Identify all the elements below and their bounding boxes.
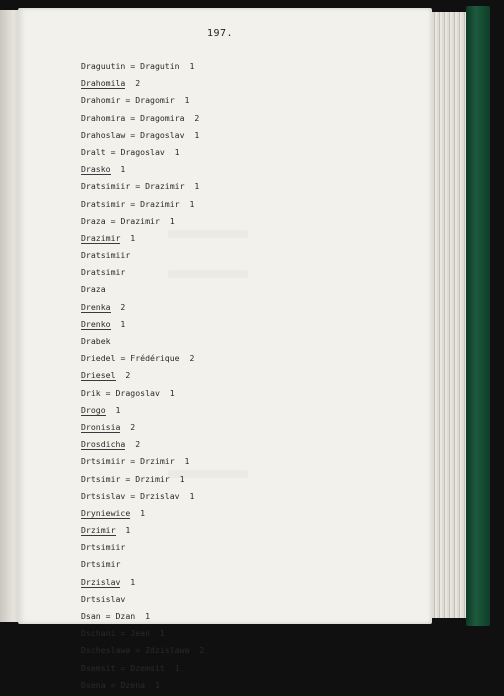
list-item [81, 369, 204, 386]
list-item [81, 593, 204, 610]
entry-name: Dronisia [81, 421, 121, 432]
entry-equivalent: = Dzena 1 [105, 679, 160, 690]
list-item [81, 455, 204, 472]
list-item [81, 352, 204, 369]
entry-name: Drogo [81, 404, 106, 415]
list-item [81, 387, 204, 404]
list-item [81, 180, 204, 197]
list-item [81, 198, 204, 215]
entry-equivalent: 2 [120, 421, 136, 432]
page-stack-edge [432, 12, 468, 618]
entry-name: Drosdicha [81, 439, 126, 450]
list-item [81, 77, 204, 94]
entry-equivalent: 1 [120, 576, 136, 587]
entry-equivalent: = Jean 1 [115, 628, 165, 639]
list-item [81, 301, 204, 318]
list-item [81, 215, 204, 232]
entry-equivalent: 1 [110, 318, 126, 329]
list-item [81, 404, 204, 421]
entry-name: Drtsislav [81, 490, 126, 501]
entry-equivalent: 2 [125, 439, 141, 450]
entry-equivalent: 1 [120, 232, 136, 243]
entry-equivalent: 2 [110, 301, 126, 312]
entry-equivalent: = Drazimir 1 [130, 181, 200, 192]
entry-name: Dsemsit [81, 662, 116, 673]
list-item [81, 266, 204, 283]
entry-name: Drtsimiir [81, 456, 126, 467]
entry-equivalent: = Dzan 1 [100, 611, 151, 621]
list-item [81, 335, 204, 352]
entry-name: Drahoslaw [81, 129, 126, 140]
entry-equivalent: = Drzislav 1 [125, 490, 195, 501]
book-cover [466, 6, 490, 626]
entry-name: Drahomir [81, 95, 121, 106]
list-item [81, 318, 204, 335]
list-item [81, 662, 204, 679]
entry-name: Drazimir [81, 232, 121, 243]
list-item [81, 490, 204, 507]
list-item [81, 249, 204, 266]
entry-equivalent: = Dragomir 1 [120, 95, 190, 106]
entry-name: Driedel [81, 353, 116, 364]
entry-name: Drtsimiir [81, 542, 126, 553]
entry-name: Draza [81, 215, 106, 226]
list-item [81, 232, 204, 249]
entry-name: Drenka [81, 301, 111, 312]
entry-name: Drabek [81, 336, 111, 346]
entry-name: Dratsimiir [81, 181, 131, 192]
entry-name: Dsena [81, 679, 106, 690]
entry-equivalent: 1 [115, 525, 131, 536]
entry-name: Drzimir [81, 525, 116, 536]
entry-equivalent: = Drzimir 1 [120, 473, 185, 484]
entry-equivalent: = Dragutin 1 [125, 61, 195, 71]
entry-equivalent: = Dzemsit 1 [115, 662, 180, 673]
entry-equivalent: = Drazimir 1 [105, 215, 175, 226]
list-item [81, 129, 204, 146]
entry-equivalent: 1 [105, 404, 121, 415]
entry-equivalent: 2 [125, 78, 141, 89]
entry-equivalent: 2 [115, 370, 131, 381]
entry-name: Draza [81, 284, 106, 295]
list-item [81, 473, 204, 490]
list-item [81, 112, 204, 129]
entry-name: Drzislav [81, 576, 121, 587]
name-index-list [81, 60, 204, 696]
list-item [81, 576, 204, 593]
entry-equivalent: = Dragoslav 1 [105, 146, 180, 157]
entry-name: Dscheslawa [81, 645, 131, 656]
entry-name: Drahomira [81, 112, 126, 123]
list-item [81, 438, 204, 455]
list-item [81, 541, 204, 558]
entry-name: Drahomila [81, 78, 126, 89]
entry-equivalent: = Drzimir 1 [125, 456, 190, 467]
entry-name: Drenko [81, 318, 111, 329]
entry-name: Drtsimir [81, 473, 121, 484]
list-item [81, 524, 204, 541]
list-item [81, 60, 204, 77]
entry-name: Dschani [81, 628, 116, 639]
entry-name: Drik [81, 387, 101, 398]
entry-equivalent: 1 [130, 507, 146, 518]
entry-equivalent: = Dragomira 2 [125, 112, 200, 123]
entry-name: Drtsimir [81, 559, 121, 570]
list-item [81, 507, 204, 524]
list-item [81, 283, 204, 300]
list-item [81, 627, 204, 644]
list-item [81, 146, 204, 163]
list-item [81, 94, 204, 111]
list-item [81, 644, 204, 661]
list-item [81, 421, 204, 438]
entry-equivalent: = Dragoslav 1 [100, 387, 175, 398]
list-item [81, 679, 204, 696]
entry-name: Dratsimir [81, 198, 126, 209]
entry-equivalent: 1 [110, 164, 126, 175]
page-number: 197. [207, 28, 234, 39]
list-item [81, 163, 204, 180]
entry-name: Dralt [81, 146, 106, 157]
list-item [81, 558, 204, 575]
entry-name: Drtsislav [81, 593, 126, 604]
entry-equivalent: = Frédérique 2 [115, 353, 195, 364]
entry-name: Draguutin [81, 61, 126, 71]
entry-equivalent: = Dragoslav 1 [125, 129, 200, 140]
entry-name: Dratsimiir [81, 250, 131, 261]
entry-name: Driesel [81, 370, 116, 381]
entry-name: Dsan [81, 611, 101, 621]
entry-name: Dryniewice [81, 507, 131, 518]
entry-equivalent: = Drazimir 1 [125, 198, 195, 209]
entry-name: Drasko [81, 164, 111, 175]
entry-name: Dratsimir [81, 267, 126, 278]
list-item [81, 610, 204, 627]
entry-equivalent: = Zdzislawa 2 [130, 645, 205, 656]
